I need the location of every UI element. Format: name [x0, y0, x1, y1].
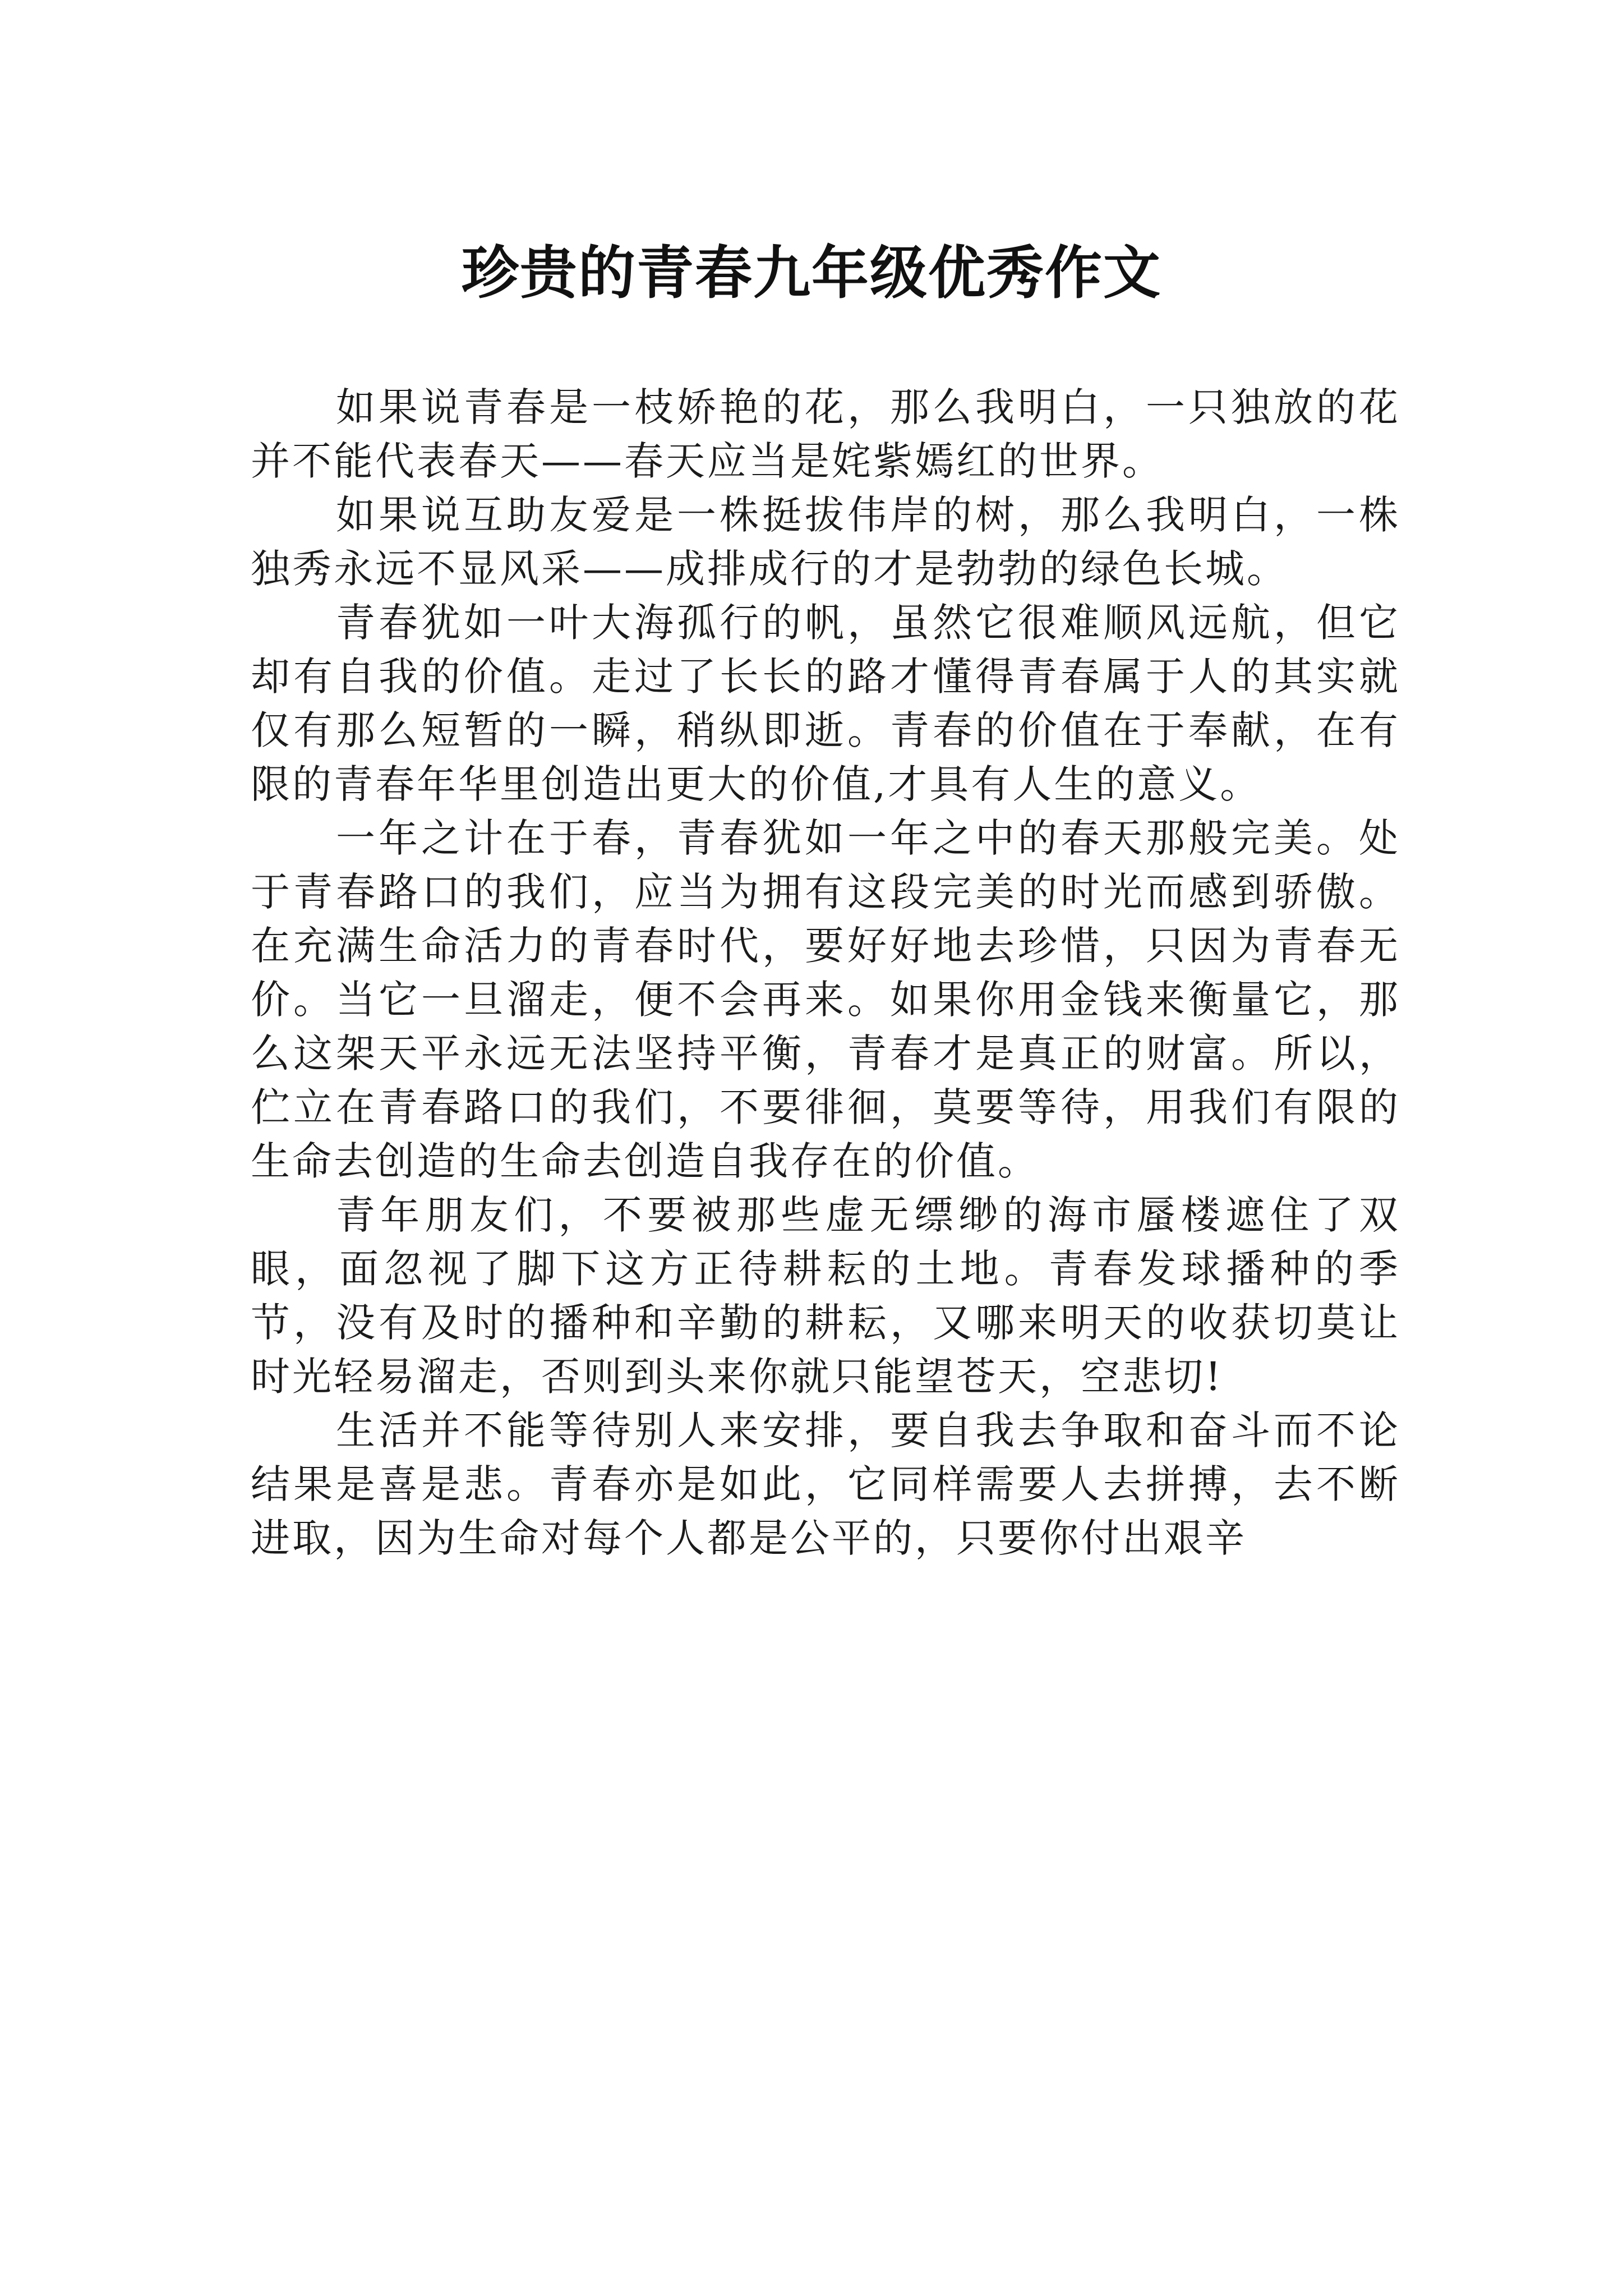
paragraph: 如果说青春是一枝娇艳的花，那么我明白，一只独放的花并不能代表春天——春天应当是姹紫嫣红的世界。 [251, 384, 1400, 484]
document-body [251, 380, 1400, 1565]
paragraph: 青春犹如一叶大海孤行的帆，虽然它很难顺风远航，但它却有自我的价值。走过了长长的路才懂得青春属于人的其实就仅有那么短暂的一瞬，稍纵即逝。青春的价值在于奉献，在有限的青春年华里创造出更大的价值,才具有人生的意义。 [251, 600, 1400, 807]
paragraph: 生活并不能等待别人来安排，要自我去争取和奋斗而不论结果是喜是悲。青春亦是如此，它同样需要人去拼搏，去不断进取，因为生命对每个人都是公平的，只要你付出艰辛 [251, 1407, 1400, 1561]
document-title: 珍贵的青春九年级优秀作文 [462, 240, 1161, 307]
paragraph: 青年朋友们，不要被那些虚无缥缈的海市蜃楼遮住了双眼，面忽视了脚下这方正待耕耘的土地。青春发球播种的季节，没有及时的播种和辛勤的耕耘，又哪来明天的收获切莫让时光轻易溜走，否则到头来你就只能望苍天，空悲切! [251, 1192, 1400, 1400]
paragraph: 如果说互助友爱是一株挺拔伟岸的树，那么我明白，一株独秀永远不显风采——成排成行的才是勃勃的绿色长城。 [251, 492, 1400, 592]
paragraph: 一年之计在于春，青春犹如一年之中的春天那般完美。处于青春路口的我们，应当为拥有这段完美的时光而感到骄傲。在充满生命活力的青春时代，要好好地去珍惜，只因为青春无价。当它一旦溜走，便不会再来。如果你用金钱来衡量它，那么这架天平永远无法坚持平衡，青春才是真正的财富。所以，伫立在青春路口的我们，不要徘徊，莫要等待，用我们有限的生命去创造的生命去创造自我存在的价值。 [251, 815, 1400, 1184]
